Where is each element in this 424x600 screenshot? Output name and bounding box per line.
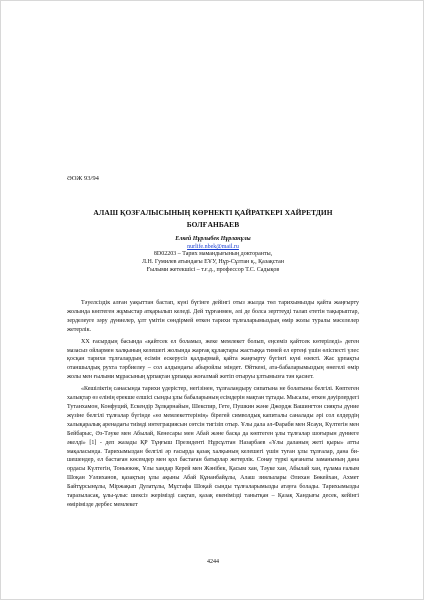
author-email-link[interactable]: nurlife.nbek@mail.ru [187, 243, 239, 250]
author-affiliation-2: Л.Н. Гумилев атындағы ЕҰУ, Нұр-Сұлтан қ., Қазақстан [141, 259, 285, 266]
author-block [67, 236, 359, 275]
title-line-1: АЛАШ ҚОЗҒАЛЫСЫНЫҢ КӨРНЕКТІ ҚАЙРАТКЕРІ ХАЙРЕТДИН [93, 208, 333, 217]
article-body [67, 299, 359, 513]
article-title [67, 207, 359, 231]
author-name: Елкей Нұрлыбек Нұрланұлы [175, 236, 251, 242]
author-supervisor: Ғылыми жетекшісі – т.ғ.д., профессор Т.С. Садықов [146, 266, 280, 273]
body-paragraph-2: XX ғасырдың басында «қайтсек ел боламыз, жеке мемлекет болып, еңсеміз қайтсек көтеріледі» деген мазасыз ойлармен халқының келешегі жолында жарғақ құлақтары жастыққа тимей ел ертеңі үшін өліспесті үлес қосқан тарихи тұлғалардың есімін ескерусіз қалдырмай, қайта жаңғырту бүгінгі күні өзекті. Жас ұрпақты отаншылдық рухта тәрбиелеу – сол алдындағы абыройлы міндет. Өйткені, ата-бабаларымыздың өнегелі өмір жолы мен ғылыми мұрасының ұрпақтан ұрпаққа жоғалмай жетіп отыруы ұлтымызға тән қасиет. [67, 338, 359, 381]
body-paragraph-1: Тәуелсіздік алған уақыттан бастап, күні бүгінге дейінгі отыз жылда төл тарихымызды қайта жаңғырту жолында көптеген жұмыстар атқарылып келеді. Дей тұрғанмен, әлі де болса зерттеуді талап ететін тақырыптар, зерделеуге зәру дүниелер, ұлт үмітін сөндірмей өткен тарихи тұлғаларымыздың өмір жолы туралы мәселелер жетерлік. [67, 300, 359, 333]
body-paragraph-3: «Кешіліктің санасында тарихи үдерістер, негізінен, тұлғаландыру сипатына не болатыны белгілі. Көптеген халықтар өз елінің ерекше елшісі сынды ұлы бабаларының есімдерін мақтан тұтады. Мысалы, өткен дәуірлердегі Тутанхамон, Конфуций, Ескендір Зұлқарнайын, Шекспир, Гете, Пушкин және Джордж Вашингтон сияқты дүние жүзіне белгілі тұлғалар бүгінде «өз мемлекеттерінің» бірегей символдық капиталы саналады әрі сол елдердің халықаралық аренадағы тиімді интеграциясын сөтсін тигізіп отыр. Ұлы дала әл-Фараби мен Ясауи, Күлтегін мен Бейбарыс, Әз-Тәуке мен Абылай, Кенесары мен Абай және басқа да көптеген ұлы тұлғалар шоғырын дүниеге әкелді» [1] - деп жазады ҚР Тұңғыш Президенті Нұрсұлтан Назарбаев «Ұлы даланың жеті қыры» атты мақаласында. Тарихымыздан белгілі әр ғасырда қазақ халқының келешегі үшін туған ұлы тұлғалар, дана би-шешендер, ел бастаған көсемдер мен қол бастаған батырлар жетерлік. Сонау түркі қағанаты заманының дана ордасы Күлтегін, Тоньюкөк, Ұлы хандар Керей мен Жәнібек, Қасым хан, Тәуке хан, Абылай хан, ғұлама ғалым Шоқан Уәлиханов, қазақтың ұлы ақыны Абай Құнанбайұлы, Алаш зиялылары Әлихан Бөкейхан, Ахмет Байтұрсынұлы, Міржақып Дулатұлы, Мұстафа Шоқай сынды тұлғаларымызды атауға болады. Тарихымызды таразыласақ, ұлы-ұлыс шексіз жерімізді сақтап, қазақ екенімізді танытқан – Қазақ Хандығы десек, кейінгі өмірімізде дербес мемлекет [67, 386, 359, 508]
page-number: 4244 [207, 559, 219, 565]
udc-code: ӘОЖ 93/94 [67, 175, 99, 182]
title-line-2: БОЛҒАНБАЕВ [186, 220, 240, 229]
author-affiliation-1: 8D02203 – Тарих мамандығының докторанты, [153, 251, 273, 258]
